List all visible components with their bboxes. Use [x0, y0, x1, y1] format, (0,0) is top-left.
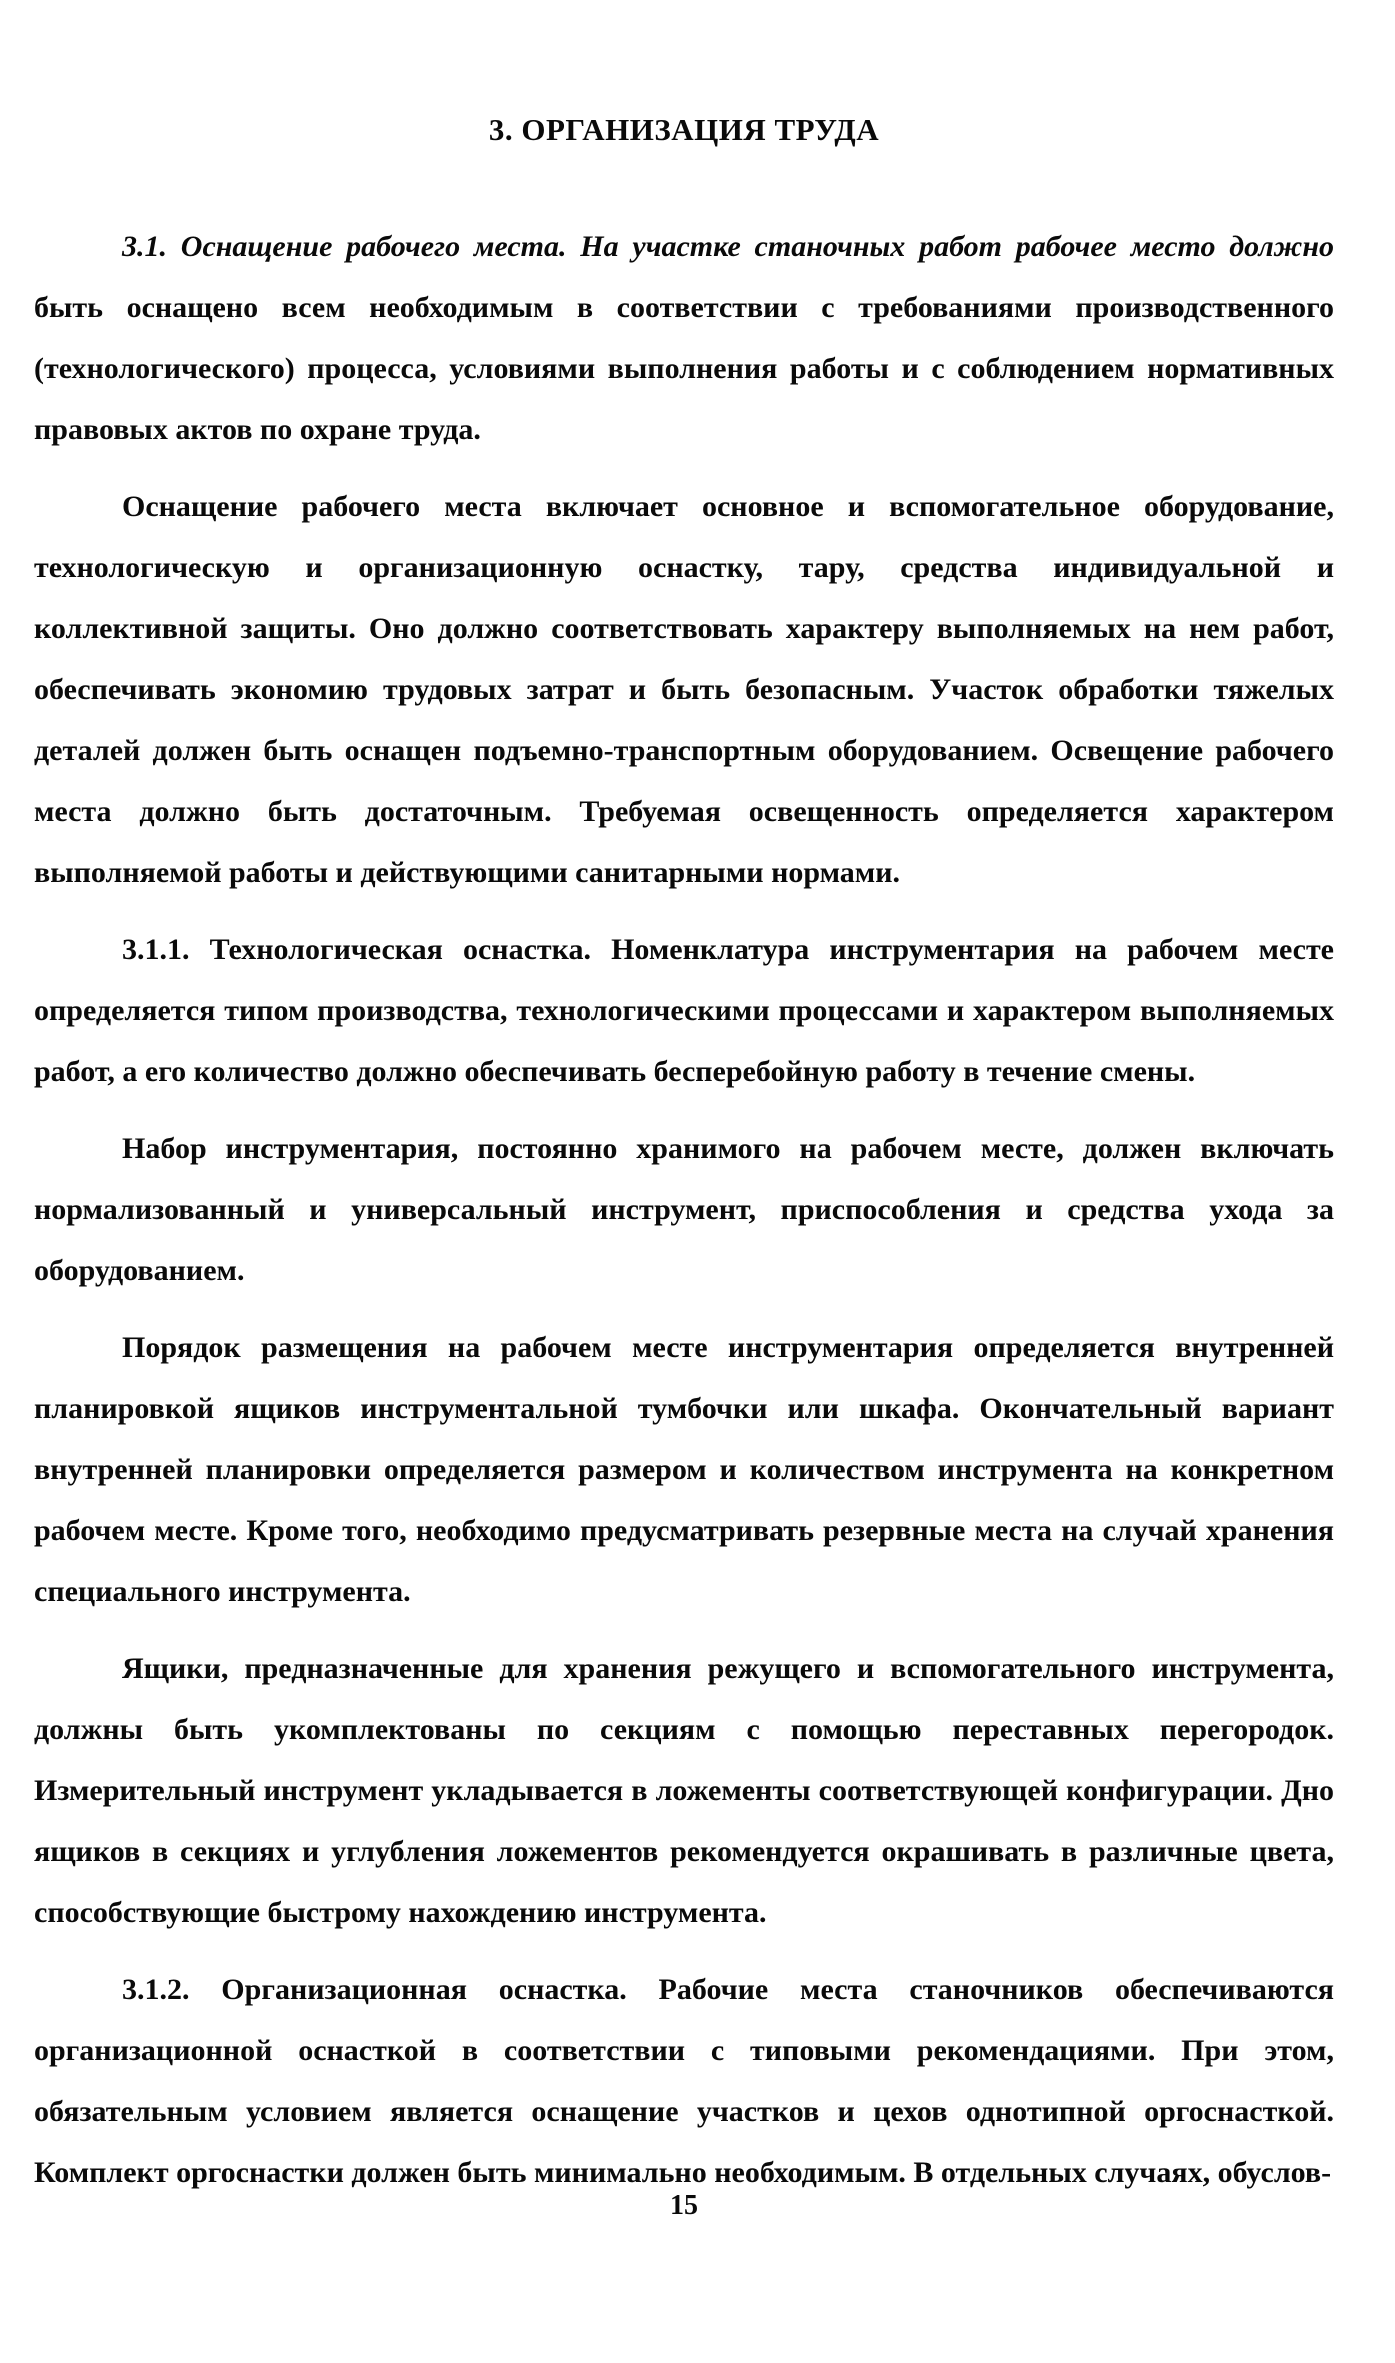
heading-3-1-2: 3.1.2. Организационная оснастка. — [122, 1973, 627, 2006]
paragraph-storage-drawers — [34, 1638, 1334, 1943]
section-title: 3. ОРГАНИЗАЦИЯ ТРУДА — [488, 112, 880, 147]
paragraph-tool-set — [34, 1118, 1334, 1301]
paragraph-text: быть оснащено всем необходимым в соответствии с требованиями производственного (технологического) процесса, условиями выполнения работы и с соблюдением нормативных правовых актов по охране труда. — [34, 291, 1334, 446]
heading-3-1: 3.1. Оснащение рабочего места. — [122, 230, 567, 263]
paragraph-equipment-scope — [34, 476, 1334, 903]
paragraph-workplace-equipment — [34, 216, 1334, 460]
paragraph-tool-placement — [34, 1317, 1334, 1622]
body-text — [34, 216, 1334, 2219]
page-number: 15 — [670, 2190, 698, 2221]
paragraph-text: Порядок размещения на рабочем месте инструментария определяется внутренней планировкой ящиков инструментальной тумбочки или шкафа. Окончательный вариант внутренней планировки определяется размером и количеством инструмента на конкретном рабочем месте. Кроме того, необходимо предусматривать резервные места на случай хранения специального инструмента. — [34, 1331, 1334, 1608]
paragraph-technological-tooling — [34, 919, 1334, 1102]
paragraph-text: Набор инструментария, постоянно хранимого на рабочем месте, должен включать нормализованный и универсальный инструмент, приспособления и средства ухода за оборудованием. — [34, 1132, 1334, 1287]
paragraph-text: Оснащение рабочего места включает основное и вспомогательное оборудование, технологическую и организационную оснастку, тару, средства индивидуальной и коллективной защиты. Оно должно соответствовать характеру выполняемых на нем работ, обеспечивать экономию трудовых затрат и быть безопасным. Участок обработки тяжелых деталей должен быть оснащен подъемно-транспортным оборудованием. Освещение рабочего места должно быть достаточным. Требуемая освещенность определяется характером выполняемой работы и действующими санитарными нормами. — [34, 490, 1334, 889]
paragraph-text: На участке станочных работ рабочее место должно — [566, 230, 1334, 263]
paragraph-text: Ящики, предназначенные для хранения режущего и вспомогательного инструмента, должны быть укомплектованы по секциям с помощью переставных перегородок. Измерительный инструмент укладывается в ложементы соответствующей конфигурации. Дно ящиков в секциях и углубления ложементов рекомендуется окрашивать в различные цвета, способствующие быстрому нахождению инструмента. — [34, 1652, 1334, 1929]
paragraph-text: Рабочие места станочников обеспечиваются организационной оснасткой в соответствии с типовыми рекомендациями. При этом, обязательным условием является оснащение участков и цехов однотипной оргоснасткой. Комплект оргоснастки должен быть минимально необходимым. В отдельных случаях, обуслов- — [34, 1973, 1334, 2189]
heading-3-1-1: 3.1.1. Технологическая оснастка. — [122, 933, 591, 966]
document-page — [34, 0, 1334, 2363]
paragraph-organizational-tooling — [34, 1959, 1334, 2203]
paragraph-text: Номенклатура инструментария на рабочем месте определяется типом производства, технологическими процессами и характером выполняемых работ, а его количество должно обеспечивать бесперебойную работу в течение смены. — [34, 933, 1334, 1088]
